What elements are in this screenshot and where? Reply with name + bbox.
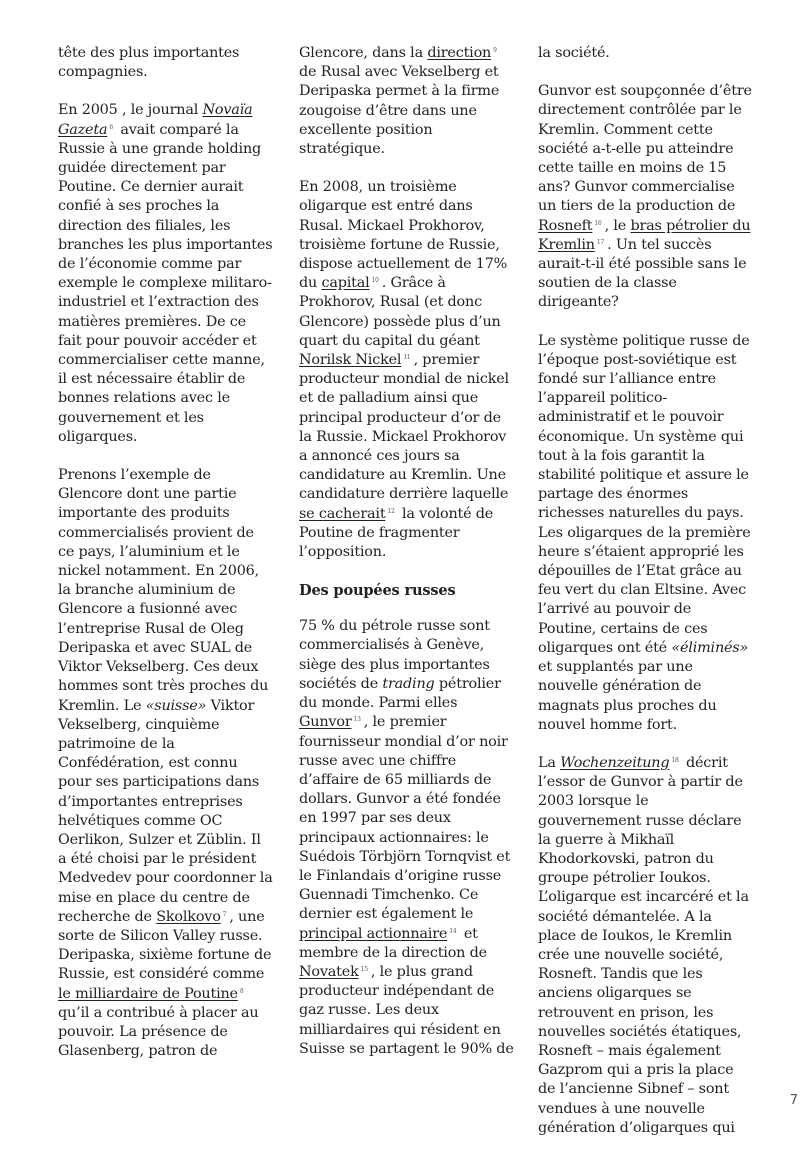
footnote-ref: 9 — [493, 47, 497, 54]
paragraph — [538, 44, 753, 63]
text: . Un tel succès aurait-t-il été possible sans le soutien de la classe dirigeante? — [538, 236, 747, 311]
emphasis: «éliminés» — [671, 639, 749, 656]
footnote-ref: 15 — [360, 965, 368, 973]
link-capital[interactable]: capital — [321, 275, 370, 292]
text: tête des plus importantes compagnies. — [58, 45, 240, 81]
text: Glencore, dans la — [299, 45, 428, 61]
footnote-ref: 18 — [671, 756, 679, 764]
link-skolkovo[interactable]: Skolkovo — [156, 908, 221, 925]
text: pétrolier du monde. Parmi elles — [299, 675, 501, 712]
link-rosneft[interactable]: Rosneft — [538, 217, 593, 234]
footnote-ref: 12 — [387, 507, 395, 515]
paragraph — [538, 82, 753, 312]
text: En 2008, un troisième oligarque est entré dans Rusal. Mickael Prokhorov, troisième fortune de Russie, dispose actuellement de 17% du — [299, 179, 508, 292]
section-heading: Des poupées russes — [299, 582, 456, 600]
paragraph — [58, 466, 273, 1061]
link-direction[interactable]: direction — [427, 45, 492, 61]
text: avait comparé la Russie à une grande holding guidée directement par Poutine. Ce dernier aurait confié à ses proches la direction des filiales, les branches les plus importantes de l’économie comme par exemple le complexe militaro-industriel et l’extraction des matières premières. De ce fait pour pouvoir accéder et commercialiser cette manne, il est nécessaire établir de bonnes relations avec le gouvernement et les oligarques. — [58, 121, 273, 445]
paragraph — [58, 101, 273, 447]
link-novaia-gazeta[interactable]: Novaïa Gazeta — [58, 102, 253, 138]
text: Gunvor est soupçonnée d’être directement contrôlée par le Kremlin. Comment cette société a-t-elle pu atteindre cette taille en moins de 15 ans? Gunvor commercialise un tiers de la production de — [538, 83, 752, 215]
text: Viktor Vekselberg, cinquième patrimoine de la Confédération, est connu pour ses participations dans d’importantes entreprises helvétiques comme OC Oerlikon, Sulzer et Züblin. Il a été choisi par le président Medvedev pour coordonner la mise en place du centre de recherche de — [58, 697, 273, 925]
text: et supplantés par une nouvelle génération de magnats plus proches du nouvel homme fort. — [538, 659, 717, 733]
paragraph — [299, 44, 514, 159]
text: , une sorte de Silicon Valley russe. Deripaska, sixième fortune de Russie, est considéré comme — [58, 908, 272, 983]
text: la société. — [538, 45, 610, 61]
text: En 2005 , le journal — [58, 102, 203, 119]
link-se-cacherait[interactable]: se cacherait — [299, 505, 386, 522]
footnote-ref: 17 — [596, 238, 605, 246]
column-3 — [538, 44, 753, 1157]
text: Le système politique russe de l’époque post-soviétique est fondé sur l’alliance entre l’appareil politico-administratif et le pouvoir économique. Un système qui tout à la fois garantit la stabilité politique et assure le partage des énormes richesses naturelles du pays. Les oligarques de la première heure s’étaient approprié les dépouilles de l’Etat grâce au feu vert du clan Eltsine. Avec l’arrivé au pouvoir de Poutine, certains de ces oligarques ont été — [538, 332, 751, 656]
text: . Grâce à Prokhorov, Rusal (et donc Glencore) possède plus d’un quart du capital du géant — [299, 275, 501, 349]
column-1 — [58, 44, 273, 1080]
paragraph — [299, 617, 514, 1059]
text: la volonté de Poutine de fragmenter l’opposition. — [299, 505, 494, 561]
text: et membre de la direction de — [299, 925, 487, 961]
paragraph — [538, 332, 753, 735]
paragraph — [58, 44, 273, 82]
text: qu’il a contribué à placer au pouvoir. La présence de Glasenberg, patron de — [58, 1004, 259, 1060]
footnote-ref: 7 — [222, 910, 227, 918]
link-norilsk-nickel[interactable]: Norilsk Nickel — [299, 352, 402, 369]
link-milliardaire-de-poutine[interactable]: le milliardaire de Poutine — [58, 985, 238, 1002]
text: de Rusal avec Vekselberg et Deripaska permet à la firme zougoise d’être dans une excellente position stratégique. — [299, 64, 500, 158]
text: Prenons l’exemple de Glencore dont une partie importante des produits commercialisés provient de ce pays, l’aluminium et le nickel notamment. En 2006, la branche aluminium de Glencore a fusionné avec l’entreprise Rusal de Oleg Deripaska et avec SUAL de Viktor Vekselberg. Ces deux hommes sont très proches du Kremlin. Le — [58, 467, 269, 714]
link-gunvor[interactable]: Gunvor — [299, 714, 352, 731]
emphasis: trading — [382, 675, 435, 692]
text: La — [538, 754, 561, 771]
paragraph — [299, 178, 514, 562]
paragraph — [538, 754, 753, 1138]
link-bras-petrolier[interactable]: bras pétrolier du Kremlin — [538, 217, 751, 253]
link-wochenzeitung[interactable]: Wochenzeitung — [560, 754, 670, 771]
emphasis: «suisse» — [145, 697, 207, 714]
footnote-ref: 13 — [353, 716, 361, 724]
text: , le premier fournisseur mondial d’or noir russe avec une chiffre d’affaire de 65 milliards de dollars. Gunvor a été fondée en 1997 par ses deux principaux actionnaires: le Suédois Törbjörn Tornqvist et le Finlandais d’origine russe Guennadi Timchenko. Ce dernier est également le — [299, 714, 511, 923]
text: , le — [604, 217, 631, 234]
text: , le plus grand producteur indépendant de gaz russe. Les deux milliardaires qui résident en Suisse se partagent le 90% de — [299, 963, 514, 1057]
text: décrit l’essor de Gunvor à partir de 2003 lorsque le gouvernement russe déclare la guerre à Mikhaïl Khodorkovski, patron du groupe pétrolier Ioukos. L’oligarque est incarcéré et la société démantelée. A la place de Ioukos, le Kremlin crée une nouvelle société, Rosneft. Tandis que les anciens oligarques se retrouvent en prison, les nouvelles sociétés étatiques, Rosneft – mais également Gazprom qui a pris la place de l’ancienne Sibnef – sont vendues à une nouvelle génération d’oligarques qui — [538, 754, 749, 1136]
link-principal-actionnaire[interactable]: principal actionnaire — [299, 925, 448, 942]
footnote-ref: 11 — [403, 354, 411, 362]
footnote-ref: 10 — [371, 277, 379, 285]
footnote-ref: 14 — [449, 927, 457, 935]
footnote-ref: 6 — [109, 123, 113, 131]
text: , premier producteur mondial de nickel et de palladium ainsi que principal producteur d’or de la Russie. Mickael Prokhorov a annoncé ces jours sa candidature au Kremlin. Une candidature derrière laquelle — [299, 352, 509, 503]
footnote-ref: 8 — [239, 987, 244, 995]
link-novatek[interactable]: Novatek — [299, 963, 359, 980]
footnote-ref: 16 — [594, 219, 602, 227]
text: 75 % du pétrole russe sont commercialisés à Genève, siège des plus importantes sociétés de — [299, 618, 490, 692]
column-2 — [299, 44, 514, 1078]
page-number: 7 — [789, 1093, 798, 1108]
